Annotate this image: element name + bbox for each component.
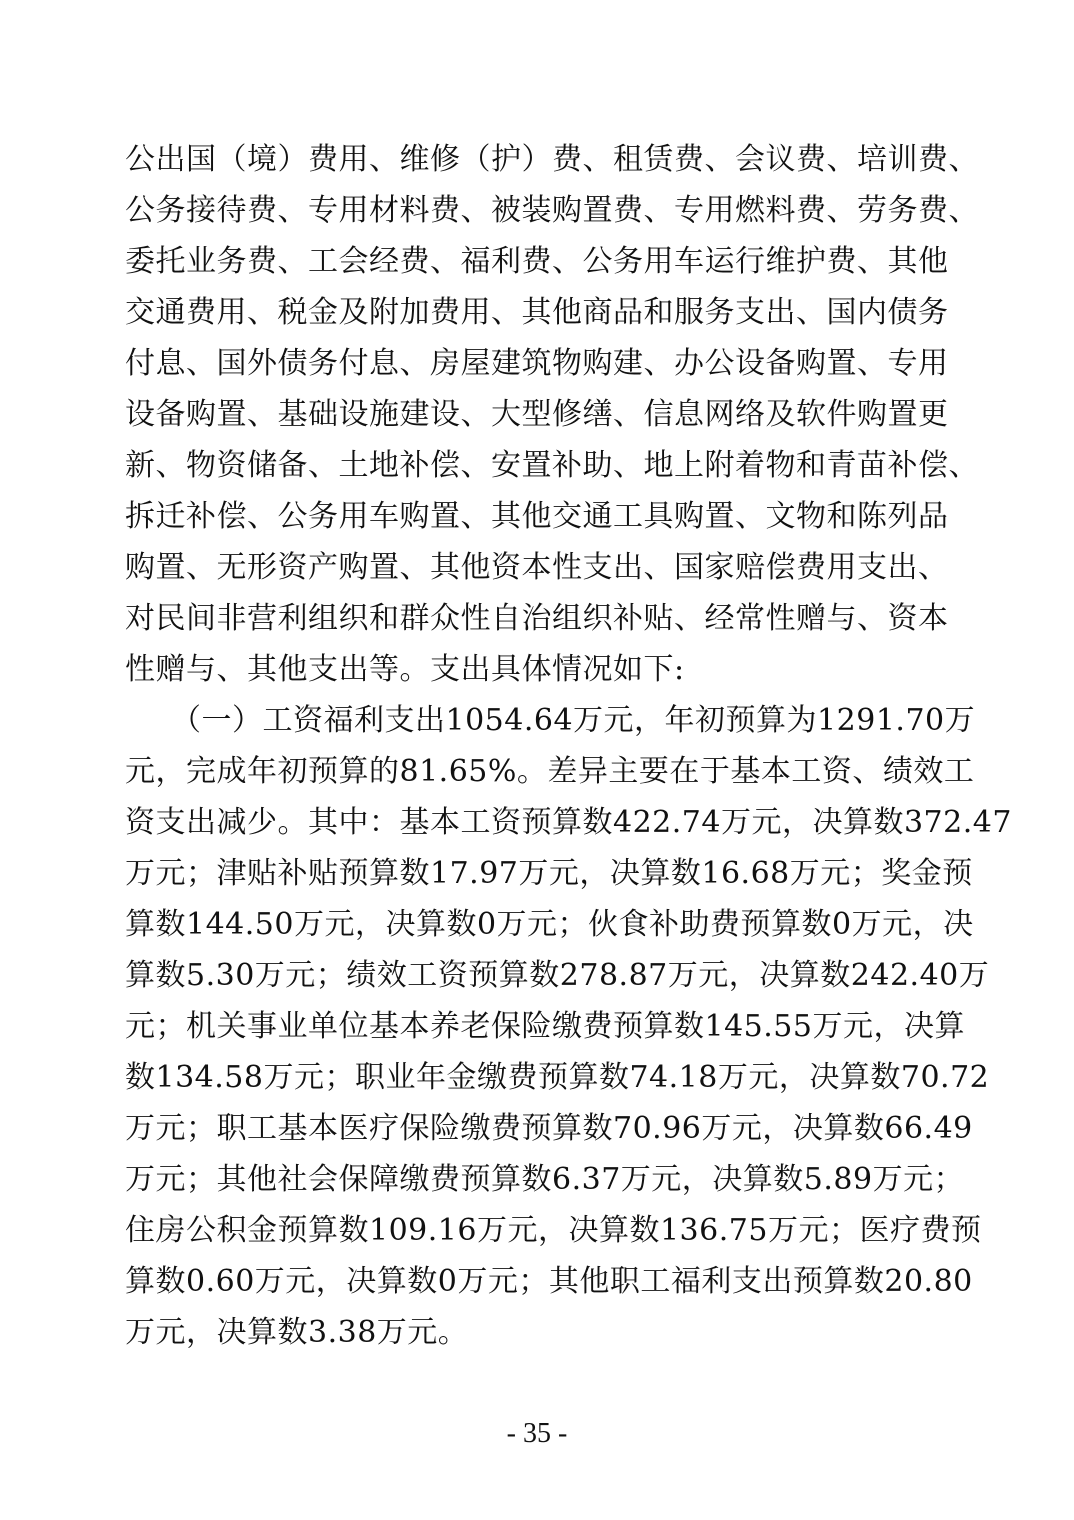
text-line: 算数5.30万元；绩效工资预算数278.87万元，决算数242.40万 bbox=[125, 958, 990, 993]
text-line: 付息、国外债务付息、房屋建筑物购建、办公设备购置、专用 bbox=[125, 346, 949, 381]
text-line: 万元；津贴补贴预算数17.97万元，决算数16.68万元；奖金预 bbox=[125, 856, 973, 891]
body-text bbox=[125, 134, 1012, 1358]
text-line: 数134.58万元；职业年金缴费预算数74.18万元，决算数70.72 bbox=[125, 1060, 990, 1095]
text-line: 元，完成年初预算的81.65%。差异主要在于基本工资、绩效工 bbox=[125, 754, 975, 789]
text-line: 对民间非营利组织和群众性自治组织补贴、经常性赠与、资本 bbox=[125, 601, 949, 636]
text-line: 性赠与、其他支出等。支出具体情况如下: bbox=[125, 652, 685, 687]
page-number: - 35 - bbox=[506, 1418, 568, 1449]
text-line: 万元；其他社会保障缴费预算数6.37万元，决算数5.89万元； bbox=[125, 1162, 965, 1197]
text-line: 拆迁补偿、公务用车购置、其他交通工具购置、文物和陈列品 bbox=[125, 499, 949, 534]
text-line: 住房公积金预算数109.16万元，决算数136.75万元；医疗费预 bbox=[125, 1213, 982, 1248]
text-line: 委托业务费、工会经费、福利费、公务用车运行维护费、其他 bbox=[125, 244, 949, 279]
text-line: 算数0.60万元，决算数0万元；其他职工福利支出预算数20.80 bbox=[125, 1264, 973, 1299]
text-line: 资支出减少。其中：基本工资预算数422.74万元，决算数372.47 bbox=[125, 805, 1012, 840]
text-line: 新、物资储备、土地补偿、安置补助、地上附着物和青苗补偿、 bbox=[125, 448, 979, 483]
text-line: 万元；职工基本医疗保险缴费预算数70.96万元，决算数66.49 bbox=[125, 1111, 973, 1146]
text-line: 公出国（境）费用、维修（护）费、租赁费、会议费、培训费、 bbox=[125, 142, 979, 177]
text-line: 设备购置、基础设施建设、大型修缮、信息网络及软件购置更 bbox=[125, 397, 949, 432]
text-line: 公务接待费、专用材料费、被装购置费、专用燃料费、劳务费、 bbox=[125, 193, 979, 228]
text-line: 交通费用、税金及附加费用、其他商品和服务支出、国内债务 bbox=[125, 295, 949, 330]
text-line: 购置、无形资产购置、其他资本性支出、国家赔偿费用支出、 bbox=[125, 550, 949, 585]
text-line: 元；机关事业单位基本养老保险缴费预算数145.55万元，决算 bbox=[125, 1009, 965, 1044]
text-line: 万元，决算数3.38万元。 bbox=[125, 1315, 469, 1350]
section-heading-line: （一）工资福利支出1054.64万元，年初预算为1291.70万 bbox=[125, 703, 976, 738]
text-line: 算数144.50万元，决算数0万元；伙食补助费预算数0万元，决 bbox=[125, 907, 974, 942]
